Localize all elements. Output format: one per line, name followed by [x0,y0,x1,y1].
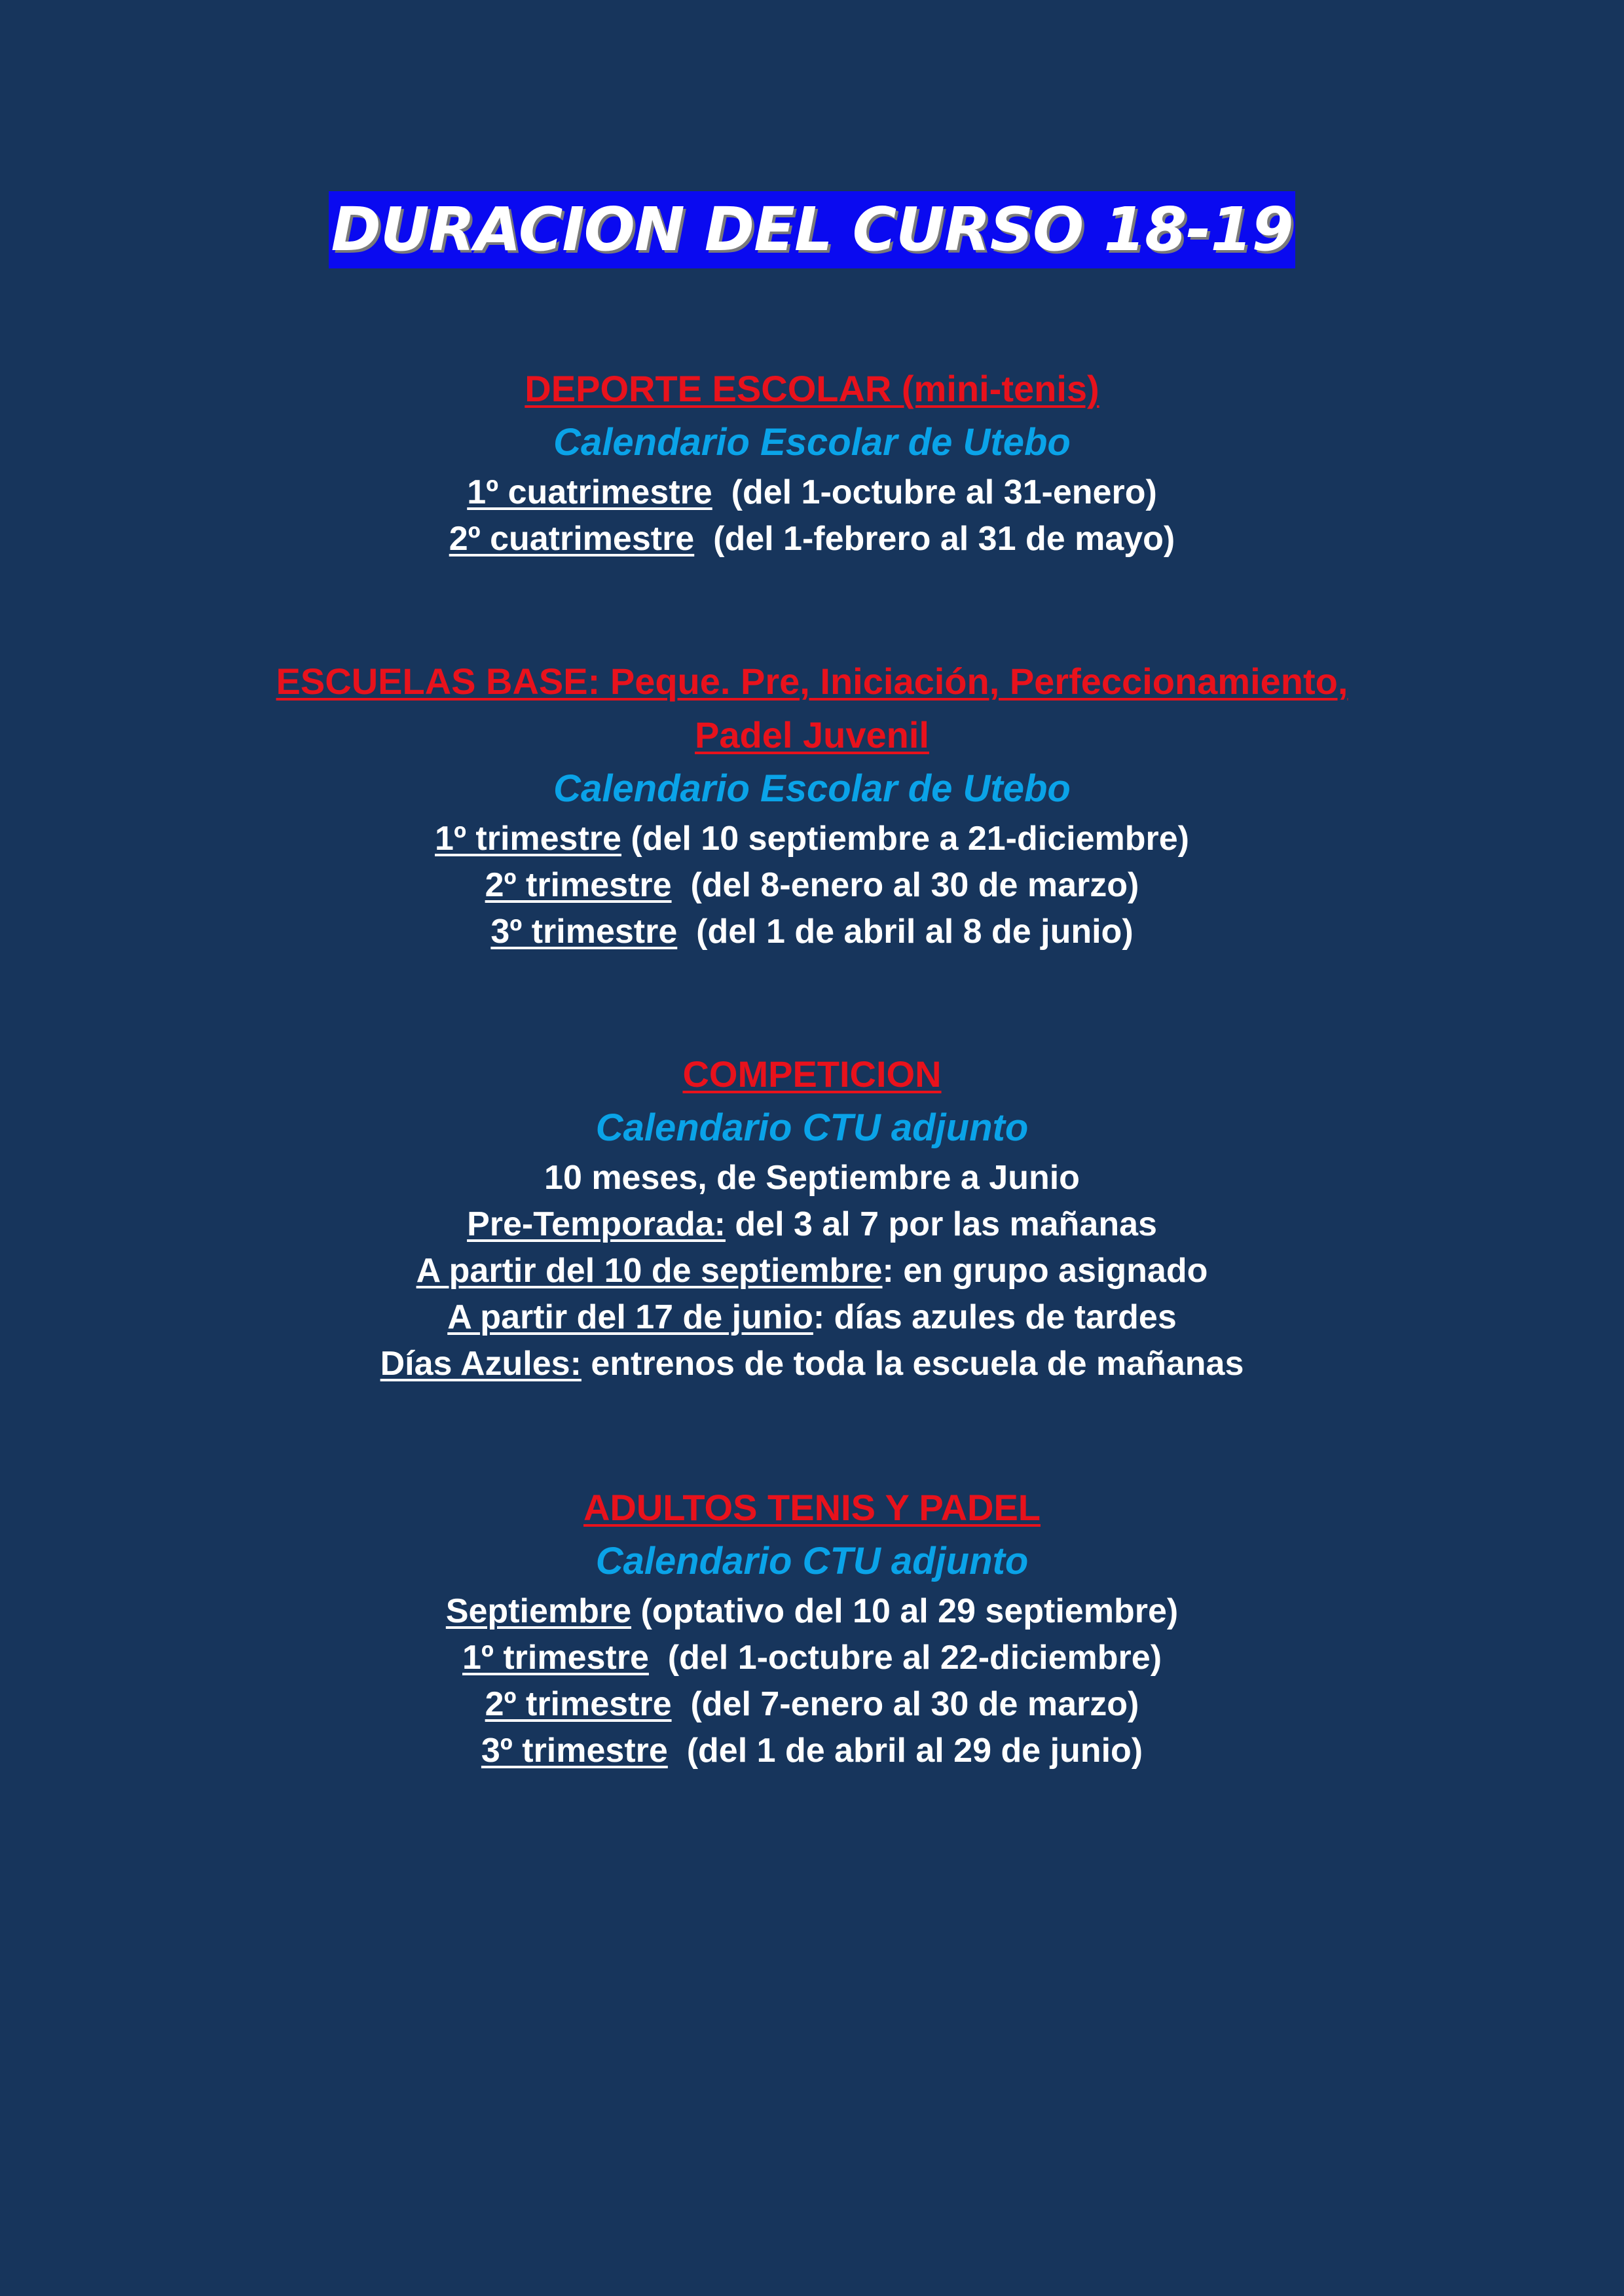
section-subtitle: Calendario Escolar de Utebo [553,421,1071,464]
detail-line [0,1728,1624,1774]
detail-line [0,1588,1624,1635]
detail-line [0,516,1624,562]
detail-text: : días azules de tardes [813,1298,1177,1336]
detail-line [0,1155,1624,1201]
section-competicion [0,1048,1624,1387]
detail-text: (del 8-enero al 30 de marzo) [671,866,1139,904]
detail-text: entrenos de toda la escuela de mañanas [581,1345,1244,1383]
section-heading [0,1048,1624,1101]
detail-line [0,1201,1624,1248]
detail-text: (del 7-enero al 30 de marzo) [671,1685,1139,1723]
detail-line [0,862,1624,909]
detail-line [0,469,1624,516]
section-heading-line: COMPETICION [682,1053,942,1095]
detail-label: 1º cuatrimestre [467,473,712,511]
detail-label: 2º trimestre [485,866,672,904]
detail-line [0,816,1624,862]
detail-label: 1º trimestre [435,820,621,858]
title-container [0,191,1624,268]
section-escuelas-base [0,655,1624,955]
detail-line [0,1635,1624,1681]
detail-label: 3º trimestre [490,913,678,951]
detail-text: (optativo del 10 al 29 septiembre) [631,1592,1179,1630]
detail-line [0,909,1624,955]
detail-line [0,1294,1624,1341]
detail-line [0,1248,1624,1294]
detail-label: Pre-Temporada: [467,1205,726,1243]
document-title: DURACION DEL CURSO 18-19 [329,191,1296,268]
detail-text: (del 1-octubre al 22-diciembre) [648,1639,1162,1677]
section-heading-line: DEPORTE ESCOLAR (mini-tenis) [525,368,1099,409]
detail-text: (del 1-octubre al 31-enero) [712,473,1157,511]
section-subtitle: Calendario CTU adjunto [595,1106,1029,1149]
detail-label: Días Azules: [380,1345,581,1383]
section-heading-line: Padel Juvenil [695,714,929,756]
detail-text: (del 1 de abril al 8 de junio) [677,913,1134,951]
detail-text: : en grupo asignado [882,1252,1208,1290]
detail-label: Septiembre [445,1592,632,1630]
section-heading-line: ESCUELAS BASE: Peque. Pre, Iniciación, Perfeccionamiento, [276,661,1348,702]
detail-label: 2º cuatrimestre [449,520,695,558]
detail-label: 1º trimestre [462,1639,649,1677]
detail-label: 2º trimestre [485,1685,672,1723]
section-adultos [0,1481,1624,1774]
detail-line [0,1341,1624,1387]
detail-label: 3º trimestre [481,1732,668,1770]
detail-text: (del 1-febrero al 31 de mayo) [694,520,1175,558]
section-heading [0,655,1624,762]
section-heading-line: ADULTOS TENIS Y PADEL [583,1487,1041,1528]
detail-text: 10 meses, de Septiembre a Junio [544,1159,1080,1197]
detail-label: A partir del 10 de septiembre [416,1252,883,1290]
detail-line [0,1681,1624,1728]
section-heading [0,362,1624,416]
detail-text: (del 10 septiembre a 21-diciembre) [621,820,1189,858]
section-deporte-escolar [0,362,1624,562]
detail-label: A partir del 17 de junio [447,1298,813,1336]
detail-text: del 3 al 7 por las mañanas [725,1205,1157,1243]
section-subtitle: Calendario Escolar de Utebo [553,767,1071,810]
section-heading [0,1481,1624,1535]
section-subtitle: Calendario CTU adjunto [595,1540,1029,1582]
detail-text: (del 1 de abril al 29 de junio) [667,1732,1143,1770]
